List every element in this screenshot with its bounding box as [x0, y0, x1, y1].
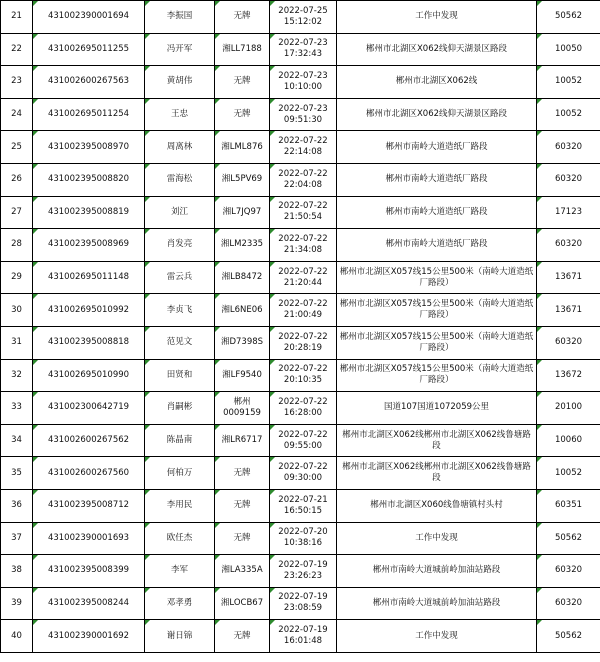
date: 2022-07-23 — [278, 103, 328, 114]
location: 郴州市南岭大道造纸厂路段 — [337, 196, 537, 229]
record-id: 431002395008969 — [33, 229, 145, 262]
person-name: 刘江 — [145, 196, 215, 229]
location: 郴州市南岭大道造纸厂路段 — [337, 131, 537, 164]
record-id: 431002395008970 — [33, 131, 145, 164]
record-id: 431002395008818 — [33, 326, 145, 359]
violation-code: 60320 — [537, 131, 600, 164]
record-id: 431002395008712 — [33, 489, 145, 522]
row-number: 22 — [1, 33, 33, 66]
violation-code: 10052 — [537, 98, 600, 131]
date: 2022-07-25 — [278, 5, 328, 16]
violation-code: 50562 — [537, 1, 600, 34]
date: 2022-07-22 — [278, 266, 328, 277]
plate-number: 湘LL7188 — [215, 33, 270, 66]
location: 国道107国道1072059公里 — [337, 392, 537, 425]
datetime — [270, 555, 337, 588]
date: 2022-07-22 — [278, 462, 328, 473]
location: 郴州市北湖区X062线 — [337, 66, 537, 99]
time: 10:38:16 — [283, 538, 323, 549]
table-row — [1, 620, 600, 653]
location: 郴州市北湖区X062线郴州市北湖区X062线鲁塘路段 — [337, 424, 537, 457]
time: 20:10:35 — [283, 375, 323, 386]
violation-code: 13671 — [537, 261, 600, 294]
row-number: 40 — [1, 620, 33, 653]
person-name: 李军 — [145, 555, 215, 588]
time: 09:51:30 — [283, 114, 323, 125]
time: 21:50:54 — [283, 212, 323, 223]
person-name: 邓孝勇 — [145, 587, 215, 620]
table-row — [1, 98, 600, 131]
row-number: 29 — [1, 261, 33, 294]
record-id: 431002600267562 — [33, 424, 145, 457]
table-row — [1, 555, 600, 588]
violation-code: 60320 — [537, 587, 600, 620]
row-number: 23 — [1, 66, 33, 99]
location: 郴州市南岭大道城前岭加油站路段 — [337, 587, 537, 620]
time: 15:12:02 — [283, 16, 323, 27]
row-number: 39 — [1, 587, 33, 620]
table-row — [1, 66, 600, 99]
datetime — [270, 522, 337, 555]
record-id: 431002695011148 — [33, 261, 145, 294]
violation-code: 60320 — [537, 326, 600, 359]
datetime — [270, 294, 337, 327]
record-id: 431002390001694 — [33, 1, 145, 34]
datetime — [270, 457, 337, 490]
row-number: 27 — [1, 196, 33, 229]
location: 工作中发现 — [337, 522, 537, 555]
table-row — [1, 457, 600, 490]
time: 16:50:15 — [283, 505, 323, 516]
table-row — [1, 229, 600, 262]
table-row — [1, 131, 600, 164]
datetime — [270, 229, 337, 262]
person-name: 欧任杰 — [145, 522, 215, 555]
plate-number: 无牌 — [215, 489, 270, 522]
person-name: 陈晶南 — [145, 424, 215, 457]
row-number: 35 — [1, 457, 33, 490]
date: 2022-07-22 — [278, 168, 328, 179]
violation-code: 10052 — [537, 66, 600, 99]
plate-number: 湘LOCB67 — [215, 587, 270, 620]
datetime — [270, 1, 337, 34]
datetime — [270, 33, 337, 66]
violation-code: 60351 — [537, 489, 600, 522]
date: 2022-07-22 — [278, 299, 328, 310]
record-id: 431002395008819 — [33, 196, 145, 229]
table-row — [1, 196, 600, 229]
violation-code: 13671 — [537, 294, 600, 327]
record-id: 431002600267563 — [33, 66, 145, 99]
date: 2022-07-22 — [278, 331, 328, 342]
table-row — [1, 163, 600, 196]
record-id: 431002395008399 — [33, 555, 145, 588]
row-number: 31 — [1, 326, 33, 359]
location: 郴州市北湖区X062线仰天湖景区路段 — [337, 98, 537, 131]
violation-code: 50562 — [537, 620, 600, 653]
plate-number: 湘L6NE06 — [215, 294, 270, 327]
date: 2022-07-19 — [278, 559, 328, 570]
table-row — [1, 1, 600, 34]
date: 2022-07-22 — [278, 233, 328, 244]
row-number: 30 — [1, 294, 33, 327]
plate-number: 湘LA335A — [215, 555, 270, 588]
date: 2022-07-19 — [278, 592, 328, 603]
date: 2022-07-22 — [278, 429, 328, 440]
table-row — [1, 261, 600, 294]
location: 工作中发现 — [337, 1, 537, 34]
row-number: 32 — [1, 359, 33, 392]
time: 22:04:08 — [283, 179, 323, 190]
date: 2022-07-22 — [278, 201, 328, 212]
table-row — [1, 489, 600, 522]
record-id: 431002695010992 — [33, 294, 145, 327]
date: 2022-07-19 — [278, 625, 328, 636]
violation-code: 60320 — [537, 229, 600, 262]
person-name: 肖嗣彬 — [145, 392, 215, 425]
plate-number: 湘LM2335 — [215, 229, 270, 262]
violation-code: 10050 — [537, 33, 600, 66]
plate-number: 湘LF9540 — [215, 359, 270, 392]
time: 21:00:49 — [283, 310, 323, 321]
time: 16:01:48 — [283, 636, 323, 647]
row-number: 25 — [1, 131, 33, 164]
time: 09:55:00 — [283, 440, 323, 451]
time: 17:32:43 — [283, 49, 323, 60]
violation-code: 50562 — [537, 522, 600, 555]
table-body — [1, 1, 600, 653]
date: 2022-07-20 — [278, 527, 328, 538]
table-row — [1, 587, 600, 620]
date: 2022-07-22 — [278, 364, 328, 375]
violation-code: 10060 — [537, 424, 600, 457]
plate-number: 无牌 — [215, 98, 270, 131]
plate-number: 湘LML876 — [215, 131, 270, 164]
record-id: 431002695011254 — [33, 98, 145, 131]
location: 郴州市北湖区X057线15公里500米（南岭大道造纸厂路段） — [337, 359, 537, 392]
row-number: 28 — [1, 229, 33, 262]
row-number: 26 — [1, 163, 33, 196]
time: 10:10:00 — [283, 81, 323, 92]
plate-number: 郴州0009159 — [215, 392, 270, 425]
plate-number: 无牌 — [215, 66, 270, 99]
record-id: 431002395008244 — [33, 587, 145, 620]
person-name: 谢日锦 — [145, 620, 215, 653]
plate-number: 无牌 — [215, 522, 270, 555]
datetime — [270, 620, 337, 653]
date: 2022-07-23 — [278, 70, 328, 81]
location: 郴州市南岭大道造纸厂路段 — [337, 163, 537, 196]
row-number: 21 — [1, 1, 33, 34]
table-row — [1, 522, 600, 555]
datetime — [270, 359, 337, 392]
datetime — [270, 261, 337, 294]
date: 2022-07-21 — [278, 494, 328, 505]
person-name: 雷海松 — [145, 163, 215, 196]
time: 21:20:44 — [283, 277, 323, 288]
record-id: 431002395008820 — [33, 163, 145, 196]
violation-code: 20100 — [537, 392, 600, 425]
location: 郴州市北湖区X057线15公里500米（南岭大道造纸厂路段） — [337, 294, 537, 327]
table-row — [1, 359, 600, 392]
row-number: 36 — [1, 489, 33, 522]
person-name: 肖发亮 — [145, 229, 215, 262]
location: 郴州市南岭大道造纸厂路段 — [337, 229, 537, 262]
datetime — [270, 66, 337, 99]
table-row — [1, 294, 600, 327]
table-row — [1, 424, 600, 457]
row-number: 33 — [1, 392, 33, 425]
plate-number: 湘LB8472 — [215, 261, 270, 294]
person-name: 王忠 — [145, 98, 215, 131]
location: 郴州市北湖区X057线15公里500米（南岭大道造纸厂路段） — [337, 261, 537, 294]
record-id: 431002695010990 — [33, 359, 145, 392]
location: 郴州市南岭大道城前岭加油站路段 — [337, 555, 537, 588]
table-row — [1, 326, 600, 359]
plate-number: 湘LR6717 — [215, 424, 270, 457]
location: 郴州市北湖区X062线郴州市北湖区X062线鲁塘路段 — [337, 457, 537, 490]
datetime — [270, 131, 337, 164]
record-id: 431002390001693 — [33, 522, 145, 555]
violation-code: 17123 — [537, 196, 600, 229]
person-name: 黄胡伟 — [145, 66, 215, 99]
datetime — [270, 163, 337, 196]
person-name: 李用民 — [145, 489, 215, 522]
datetime — [270, 98, 337, 131]
location: 郴州市北湖区X057线15公里500米（南岭大道造纸厂路段） — [337, 326, 537, 359]
time: 21:34:08 — [283, 244, 323, 255]
time: 23:08:59 — [283, 603, 323, 614]
plate-number: 无牌 — [215, 1, 270, 34]
record-id: 431002600267560 — [33, 457, 145, 490]
datetime — [270, 424, 337, 457]
time: 20:28:19 — [283, 342, 323, 353]
datetime — [270, 326, 337, 359]
person-name: 何柏万 — [145, 457, 215, 490]
person-name: 范见文 — [145, 326, 215, 359]
date: 2022-07-23 — [278, 38, 328, 49]
person-name: 李贞飞 — [145, 294, 215, 327]
plate-number: 无牌 — [215, 457, 270, 490]
location: 工作中发现 — [337, 620, 537, 653]
record-id: 431002390001692 — [33, 620, 145, 653]
row-number: 34 — [1, 424, 33, 457]
datetime — [270, 489, 337, 522]
person-name: 田贤和 — [145, 359, 215, 392]
record-id: 431002300642719 — [33, 392, 145, 425]
record-id: 431002695011255 — [33, 33, 145, 66]
datetime — [270, 587, 337, 620]
date: 2022-07-22 — [278, 136, 328, 147]
table-row — [1, 33, 600, 66]
time: 22:14:08 — [283, 147, 323, 158]
datetime — [270, 392, 337, 425]
row-number: 38 — [1, 555, 33, 588]
violation-code: 60320 — [537, 163, 600, 196]
violation-code: 13672 — [537, 359, 600, 392]
time: 09:30:00 — [283, 473, 323, 484]
table-row — [1, 392, 600, 425]
datetime — [270, 196, 337, 229]
person-name: 雷云兵 — [145, 261, 215, 294]
time: 23:26:23 — [283, 570, 323, 581]
plate-number: 湘L5PV69 — [215, 163, 270, 196]
row-number: 37 — [1, 522, 33, 555]
plate-number: 湘D7398S — [215, 326, 270, 359]
row-number: 24 — [1, 98, 33, 131]
person-name: 冯开军 — [145, 33, 215, 66]
date: 2022-07-22 — [278, 396, 328, 407]
violation-code: 10052 — [537, 457, 600, 490]
location: 郴州市北湖区X060线鲁塘镇村头村 — [337, 489, 537, 522]
location: 郴州市北湖区X062线仰天湖景区路段 — [337, 33, 537, 66]
plate-number: 无牌 — [215, 620, 270, 653]
time: 16:28:00 — [283, 407, 323, 418]
violation-code: 60320 — [537, 555, 600, 588]
plate-number: 湘L7JQ97 — [215, 196, 270, 229]
person-name: 周离林 — [145, 131, 215, 164]
person-name: 李振国 — [145, 1, 215, 34]
